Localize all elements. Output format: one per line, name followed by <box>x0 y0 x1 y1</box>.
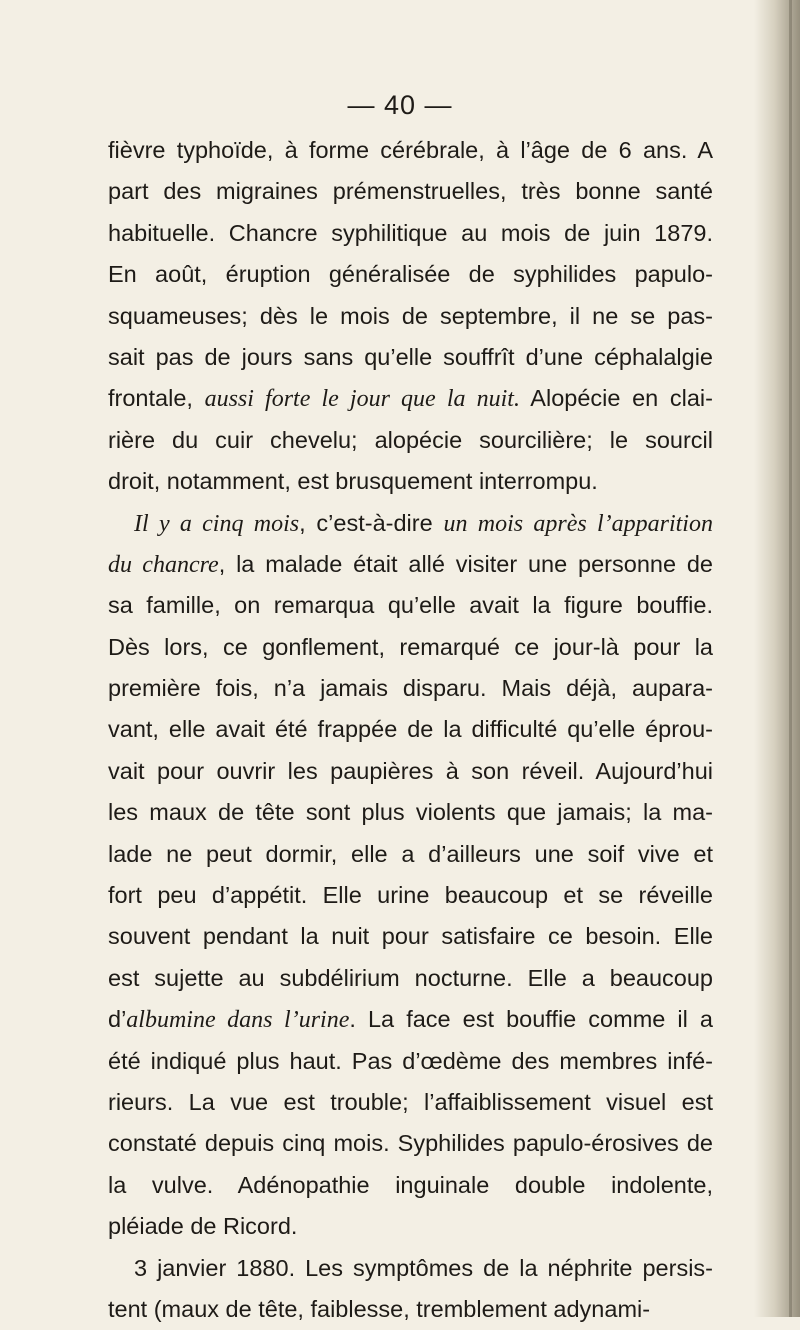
text-line <box>108 503 713 544</box>
text-line <box>108 834 713 875</box>
page-shadow <box>754 0 800 1317</box>
text-line <box>108 916 713 957</box>
text-segment: sait pas de jours sans qu’elle souffrît d’une céphalalgie <box>108 343 713 370</box>
text-segment: été indiqué plus haut. Pas d’œdème des membres infé- <box>108 1047 713 1074</box>
text-line <box>108 751 713 792</box>
text-segment: squameuses; dès le mois de septembre, il ne se pas- <box>108 302 713 329</box>
text-line <box>108 1289 713 1330</box>
text-line <box>108 378 713 419</box>
text-segment: est sujette au subdélirium nocturne. Elle a beaucoup <box>108 964 713 991</box>
text-segment: Dès lors, ce gonflement, remarqué ce jour-là pour la <box>108 633 713 660</box>
text-segment: vait pour ouvrir les paupières à son réveil. Aujourd’hui <box>108 757 713 784</box>
text-line <box>108 1248 713 1289</box>
text-segment: frontale, <box>108 385 205 412</box>
italic-text: un mois après l’apparition <box>443 510 713 537</box>
text-segment: rieurs. La vue est trouble; l’affaiblissement visuel est <box>108 1088 713 1115</box>
text-line <box>108 1082 713 1123</box>
text-line <box>108 1041 713 1082</box>
text-segment: . La face est bouffie comme il a <box>349 1006 714 1033</box>
text-line <box>108 875 713 916</box>
text-segment: , c’est-à-dire <box>299 509 444 536</box>
text-segment: part des migraines prémenstruelles, très bonne santé <box>108 178 713 205</box>
text-segment: , la malade était allé visiter une personne de <box>218 550 713 577</box>
text-line <box>108 709 713 750</box>
text-segment: pléiade de Ricord. <box>108 1213 298 1240</box>
text-segment: les maux de tête sont plus violents que jamais; la ma- <box>108 799 713 826</box>
text-line <box>108 668 713 709</box>
text-line <box>108 1165 713 1206</box>
text-segment: lade ne peut dormir, elle a d’ailleurs une soif vive et <box>108 840 713 867</box>
italic-text: Il y a cinq mois <box>134 510 300 537</box>
text-segment: vant, elle avait été frappée de la difficulté qu’elle éprou- <box>108 716 713 743</box>
text-segment: la vulve. Adénopathie inguinale double indolente, <box>108 1171 713 1198</box>
page-edge <box>789 0 792 1317</box>
text-segment: souvent pendant la nuit pour satisfaire ce besoin. Elle <box>108 923 713 950</box>
text-line <box>108 337 713 378</box>
text-segment: fièvre typhoïde, à forme cérébrale, à l’âge de 6 ans. A <box>108 137 713 163</box>
text-segment: d’ <box>108 1006 127 1033</box>
text-segment: constaté depuis cinq mois. Syphilides papulo-érosives de <box>108 1130 713 1157</box>
italic-text: albumine dans l’urine <box>126 1007 350 1034</box>
text-line <box>108 213 713 254</box>
italic-text: du chancre <box>108 551 219 578</box>
text-segment: sa famille, on remarqua qu’elle avait la figure bouffie. <box>108 592 713 619</box>
text-line <box>108 130 713 171</box>
text-line <box>108 254 713 295</box>
text-segment: habituelle. Chancre syphilitique au mois de juin 1879. <box>108 219 713 246</box>
text-segment: fort peu d’appétit. Elle urine beaucoup et se réveille <box>108 882 713 909</box>
text-line <box>108 792 713 833</box>
text-segment: Alopécie en clai- <box>519 385 713 412</box>
text-line <box>108 1123 713 1164</box>
text-line <box>108 420 713 461</box>
text-line <box>108 544 713 585</box>
text-segment: 3 janvier 1880. Les symptômes de la néphrite persis- <box>134 1254 713 1281</box>
text-line <box>108 627 713 668</box>
text-line <box>108 585 713 626</box>
text-segment: droit, notamment, est brusquement interrompu. <box>108 468 598 495</box>
italic-text: aussi forte le jour que la nuit. <box>204 386 520 413</box>
text-line <box>108 171 713 212</box>
text-segment: En août, éruption généralisée de syphilides papulo- <box>108 261 713 288</box>
text-segment: tent (maux de tête, faiblesse, tremblement adynami- <box>108 1295 651 1322</box>
page-number: — 40 — <box>347 90 453 120</box>
text-line <box>108 958 713 999</box>
text-line <box>108 999 713 1040</box>
text-line <box>108 1206 713 1247</box>
text-segment: rière du cuir chevelu; alopécie sourcilière; le sourcil <box>108 426 713 453</box>
text-line <box>108 296 713 337</box>
text-line <box>108 461 713 502</box>
text-segment: première fois, n’a jamais disparu. Mais déjà, aupara- <box>108 675 713 702</box>
body-text <box>108 130 713 1330</box>
